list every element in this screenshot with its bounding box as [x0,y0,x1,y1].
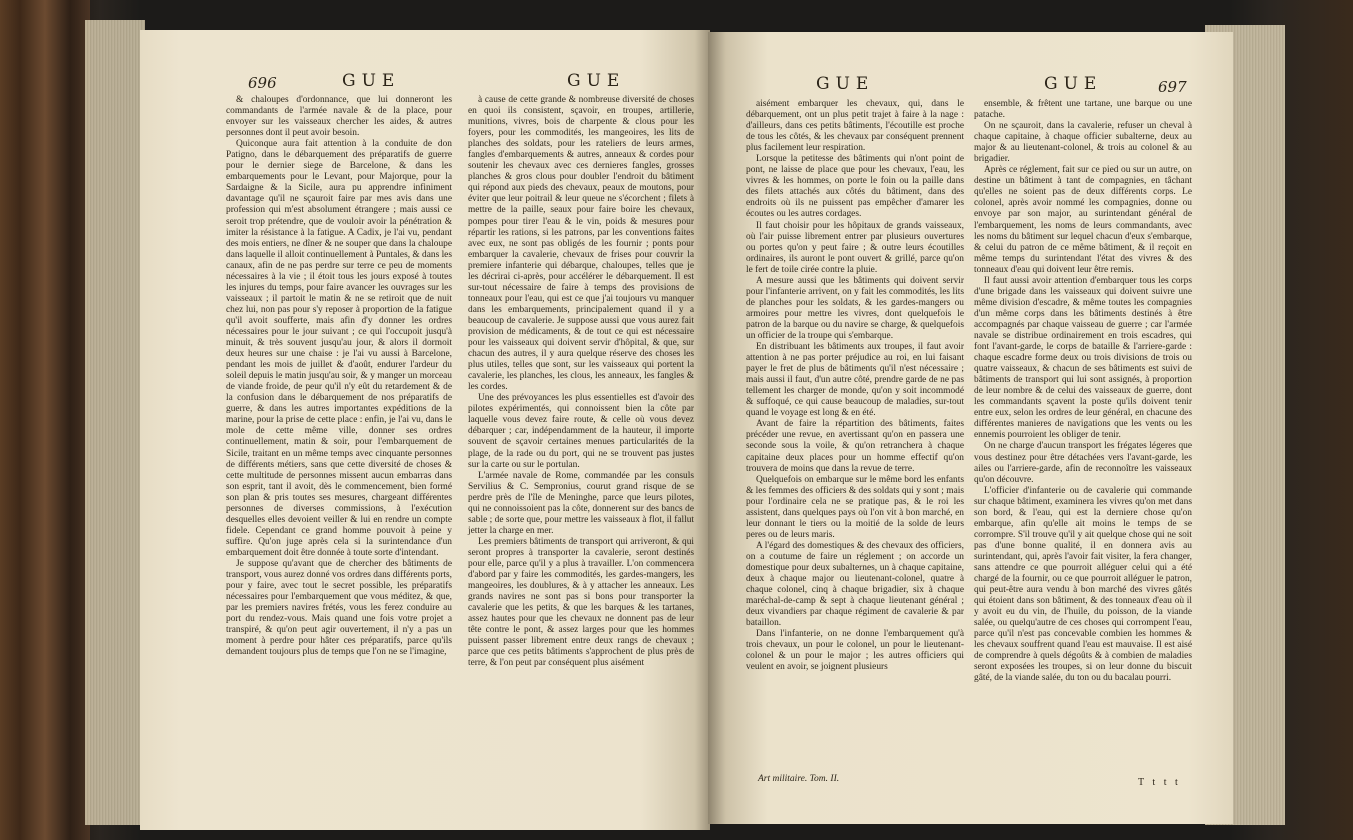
running-head-right: GUE [567,71,626,91]
paragraph: Quiconque aura fait attention à la conduite de don Patigno, dans le débarquement des préparatifs de guerre pour le dernier siege de Barcelone, & dans les embarquements pour le Levant, pour Majorque, pour la Sardaigne & la Sicile, aura pu apprendre infiniment davantage qu'il ne sçauroit faire par mes avis dans une profession qui m'est absolument étrangere ; mais aussi ce seroit trop prétendre, que de vouloir avoir la pénétration & imiter la résistance à la fatigue. A Cadix, je l'ai vu, pendant des mois entiers, ne dîner & ne souper que dans la chaloupe dans laquelle il alloit continuellement à Puntales, & dans les canaux, afin de ne pas perdre sur terre ce peu de moments nécessaires à la vie ; il étoit tous les jours exposé à toutes les injures du temps, pour faire avancer les ouvrages sur les vaisseaux ; il partoit le matin & ne se retiroit que de nuit chez lui, non pas pour s'y reposer à proportion de la fatigue qu'il avoit soufferte, mais afin d'y donner les ordres nécessaires pour le jour suivant ; ce qui l'occupoit jusqu'à minuit, & très souvent jusqu'au jour, & alors il dormoit deux heures sur une chaise : je l'ai vu aussi à Barcelone, pendant les mois de juillet & d'août, endurer l'ardeur du soleil depuis le matin jusqu'au soir, & y manger un morceau de viande froide, de peur qu'il n'y eût du retardement & de la confusion dans le débarquement de nos préparatifs de guerre, & dans les autres importantes expéditions de la marine, pour la prise de cette place : enfin, je l'ai vu, dans le mole de cette même ville, donner ses ordres continuellement, matin & soir, pour l'embarquement de Sicile, traitant en un même temps avec cinquante personnes de différents métiers, sans que cette diversité de choses & cette multitude de personnes missent aucun embarras dans son esprit, tant il avoit, dès le commencement, bien formé son plan & pris toutes ses mesures, chargeant différentes personnes de diverses commissions, à l'exécution desquelles elles devoient veiller & lui en rendre un compte fidele. Cependant ce grand homme pouvoit à peine y suffire. Qu'on juge après cela si la surintendance d'un embarquement doit être donnée à toute sorte d'intendant. [226,139,452,558]
page-number: 697 [1158,78,1187,96]
paragraph: On ne charge d'aucun transport les frégates légeres que vous destinez pour être détachées vers l'avant-garde, les ailes ou l'arriere-garde, afin de reconnoître les vaisseaux qu'on découvre. [974,441,1192,485]
paragraph: L'armée navale de Rome, commandée par les consuls Servilius & C. Sempronius, courut grand risque de se perdre près de l'île de Meninghe, parce que leurs pilotes, qui ne connoissoient pas la côte, donnerent sur des bancs de sable ; de sorte que, pour mettre les vaisseaux à flot, il fallut jetter la charge en mer. [468,470,694,536]
paragraph: aisément embarquer les chevaux, qui, dans le débarquement, ont un plus petit trajet à faire à la nage : d'ailleurs, dans ces petits bâtiments, l'écoutille est proche de tous les côtés, & les chevaux par conséquent prennent plus facilement leur respiration. [746,99,964,154]
paragraph: Avant de faire la répartition des bâtiments, faites précéder une revue, en avertissant qu'on en passera une seconde sous la voile, & qu'on retranchera à chaque capitaine deux places pour un homme effectif qu'on trouvera de moins que dans la revue de terre. [746,419,964,474]
paragraph: Dans l'infanterie, on ne donne l'embarquement qu'à trois chevaux, un pour le colonel, un pour le lieutenant-colonel & un pour le major ; les autres officiers qui veulent en avoir, se joignent plusieurs [746,629,964,673]
paragraph: Il faut aussi avoir attention d'embarquer tous les corps d'une brigade dans les vaisseaux qui doivent suivre une même division d'escadre, & même toutes les compagnies d'un même corps dans les bâtiments destinés à être accompagnés par chaque vaisseau de guerre ; car l'armée navale se distribue ordinairement en trois escadres, qui font l'avant-garde, le corps de bataille & l'arriere-garde : chaque escadre forme deux ou trois divisions de trois ou quatre vaisseaux, & chacun de ses bâtiments est suivi de bâtiments de transport qui lui sont assignés, à proportion de leur nombre & de celui des vaisseaux de guerre, dont les commandants sçavent la poste qu'ils doivent tenir entre eux, selon les ordres de leur général, en chacune des différentes manieres de navigations que les vents ou les ennemis pourroient les obliger de tenir. [974,275,1192,441]
signature-mark: T t t t [1138,777,1181,788]
paragraph: Quelquefois on embarque sur le même bord les enfants & les femmes des officiers & des soldats qui y sont ; mais pour l'ordinaire cela ne se pratique pas, & le roi les assistent, dans quelques pays où l'on vit à bon marché, en leur donnant le tiers ou la moitié de la solde de leurs peres ou de leurs maris. [746,474,964,540]
paragraph: Une des prévoyances les plus essentielles est d'avoir des pilotes expérimentés, qui connoissent bien la côte par laquelle vous devez faire route, & celle où vous devez débarquer ; car, indépendamment de la hauteur, il importe souvent de sçavoir certaines menues particularités de la plage, de la rade ou du port, qui ne se trouvent pas justes sur la carte ou sur le portulan. [468,393,694,470]
running-head-left: GUE [342,71,401,91]
paragraph: & chaloupes d'ordonnance, que lui donneront les commandants de l'armée navale & de la place, pour envoyer sur les vaisseaux chercher les aides, & autres personnes dont il peut avoir besoin. [226,95,452,139]
paragraph: On ne sçauroit, dans la cavalerie, refuser un cheval à chaque capitaine, à chaque officier subalterne, deux au major & au lieutenant-colonel, & trois au colonel & au brigadier. [974,121,1192,165]
book-cover-edge [0,0,90,840]
running-head-left: GUE [816,74,875,94]
left-page [140,30,710,830]
text-column-2 [974,99,1192,799]
text-column-2 [468,95,694,825]
paragraph: à cause de cette grande & nombreuse diversité de choses en quoi ils consistent, sçavoir, en troupes, artillerie, munitions, vivres, bois de charpente & clous pour les foyers, pour les commodités, les mangeoires, les lits de planches des soldats, pour les rateliers de leurs armes, fangles d'embarquements & autres, anneaux & cordes pour soutenir les chevaux avec ces dernieres fangles, grosses planches & gros clous pour doubler l'endroit du bâtiment qui répond aux pieds des chevaux, peaux de moutons, pour éviter que leur poitrail & leur queue ne s'écorchent ; filets à mettre de la paille, seaux pour faire boire les chevaux, pompes pour tirer l'eau & le vin, poids & mesures pour répartir les rations, si les patrons, par les conventions faites avec eux, ne sont pas obligés de les fournir ; ponts pour embarquer la cavalerie, chevaux de frises pour couvrir la premiere infanterie qui débarque, chaloupes, telles que je les décrirai ci-après, pour accélérer le débarquement. Il est sur-tout nécessaire de faire à temps des provisions de tonneaux pour l'eau, qui est ce que j'ai toujours vu manquer dans les embarquements, principalement quand il y a beaucoup de cavalerie. Je suppose aussi que vous aurez fait provision de médicaments, & de tout ce qui est nécessaire pour les vaisseaux qui doivent servir d'hôpital, & que, sur chacun des autres, il y aura quelque réserve des choses les plus utiles, telles que sont, sur les vaisseaux qui portent la cavalerie, les planches, les clous, les anneaux, les fangles & les cordes. [468,95,694,393]
paragraph: Je suppose qu'avant que de chercher des bâtiments de transport, vous aurez donné vos ordres dans différents ports, pour y faire, avec tout le secret possible, les préparatifs nécessaires pour l'embarquement que vous méditez, & que, par les premiers navires frétés, vous les ferez conduire au port du rendez-vous. Mais quand une fois votre projet a transpiré, & qu'on peut agir ouvertement, il n'y a pas un moment à perdre pour hâter ces préparatifs, parce qu'ils demandent toujours plus de temps que l'on ne se l'imagine, [226,558,452,658]
running-head-right: GUE [1044,74,1103,94]
text-column-1 [746,99,964,789]
page-number: 696 [248,74,277,92]
paragraph: A mesure aussi que les bâtiments qui doivent servir pour l'infanterie arrivent, on y fait les commodités, les lits de planches pour les soldats, & les gardes-mangers ou armoires pour mettre les vivres, dont quelquefois le patron de la barque ou du navire se charge, & quelquefois un officier de la troupe qui s'embarque. [746,275,964,341]
paragraph: A l'égard des domestiques & des chevaux des officiers, on a coutume de faire un réglement ; on accorde un domestique pour deux subalternes, un à chaque capitaine, deux à chaque major ou lieutenant-colonel, quatre à chaque colonel, cinq à chaque brigadier, six à chaque maréchal-de-camp & sept à chaque lieutenant général ; deux vivandiers par chaque régiment de cavalerie & par bataillon. [746,540,964,629]
paragraph: Il faut choisir pour les hôpitaux de grands vaisseaux, où l'air puisse librement entrer par plusieurs ouvertures ou portes qu'on y peut faire ; & outre leurs écoutilles ordinaires, ils auront le pont ouvert & grillé, parce qu'on le fert de toile cirée contre la pluie. [746,220,964,275]
paragraph: L'officier d'infanterie ou de cavalerie qui commande sur chaque bâtiment, examinera les vivres qu'on met dans son bord, & l'eau, qui est la derniere chose qu'on embarque, afin qu'elle ait moins le temps de se corrompre. S'il trouve qu'il y ait quelque chose qui ne soit pas d'une bonne qualité, il en donnera avis au surintendant, qui, après l'avoir fait visiter, la fera changer, sans attendre ce que pourroit alléguer celui qui a été chargé de la fournir, ou ce que pourroit alléguer le patron, qui peut-être aura vendu à bon marché des vivres gâtés qui étoient dans son bâtiment, & des tonneaux d'eau où il y avoit eu du vin, de l'huile, du poisson, de la viande salée, ou quelqu'autre de ces choses qui corrompent l'eau, parce qu'il n'est pas concevable combien les hommes & les chevaux souffrent quand l'eau est mauvaise. Il est aisé de comprendre à quels dégoûts & à combien de maladies seront exposées les troupes, si on leur donne du biscuit gâté, de la viande salée, du ton ou du bacalau pourri. [974,485,1192,684]
footer-title: Art militaire. Tom. II. [758,774,840,784]
paragraph: Après ce réglement, fait sur ce pied ou sur un autre, on destine un bâtiment à tant de compagnies, en tâchant qu'elles ne soient pas de deux différents corps. Le colonel, après avoir nommé les compagnies, donne ou envoye par son major, au surintendant général de l'embarquement, les noms de leurs commandants, avec les noms du bâtiment sur lequel chacun d'eux s'embarque, & celui du patron de ce même bâtiment, & il reçoit en même temps du surintendant l'état des vivres & des tonneaux d'eau qui doivent leur être remis. [974,165,1192,275]
paragraph: Les premiers bâtiments de transport qui arriveront, & qui seront propres à transporter la cavalerie, seront destinés pour elle, parce qu'il y a plus à travailler. L'on commencera d'abord par y faire les commodités, les gardes-mangers, les mangeoires, les doublures, & à y attacher les anneaux. Les grands navires ne sont pas si bons pour transporter la cavalerie que les petits, & que les barques & les tartanes, assez hautes pour que les chevaux ne donnent pas de leur tête contre le pont, & assez larges pour que les hommes puissent passer librement entre deux rangs de chevaux ; parce que ces petits bâtiments s'approchent de plus près de terre, & l'on peut par conséquent plus aisément [468,536,694,669]
paragraph: En distribuant les bâtiments aux troupes, il faut avoir attention à ne pas porter préjudice au roi, en lui faisant payer le fret de plus de bâtiments qu'il n'est nécessaire ; mais aussi il faut, d'un autre côté, prendre garde de ne pas tellement les charger de monde, qu'on y soit incommodé & suffoqué, ce qui cause beaucoup de maladies, sur-tout quand le voyage est long & en été. [746,342,964,419]
paragraph: Lorsque la petitesse des bâtiments qui n'ont point de pont, ne laisse de place que pour les chevaux, l'eau, les vivres & les hommes, on porte le foin ou la paille dans des filets attachés aux côtés du bâtiment, dans des endroits où ils ne puissent pas empêcher d'amarer les écoutes ou les autres cordages. [746,154,964,220]
right-page [708,32,1233,824]
text-column-1 [226,95,452,825]
page-stack-left [85,20,145,825]
paragraph: ensemble, & frêtent une tartane, une barque ou une patache. [974,99,1192,121]
